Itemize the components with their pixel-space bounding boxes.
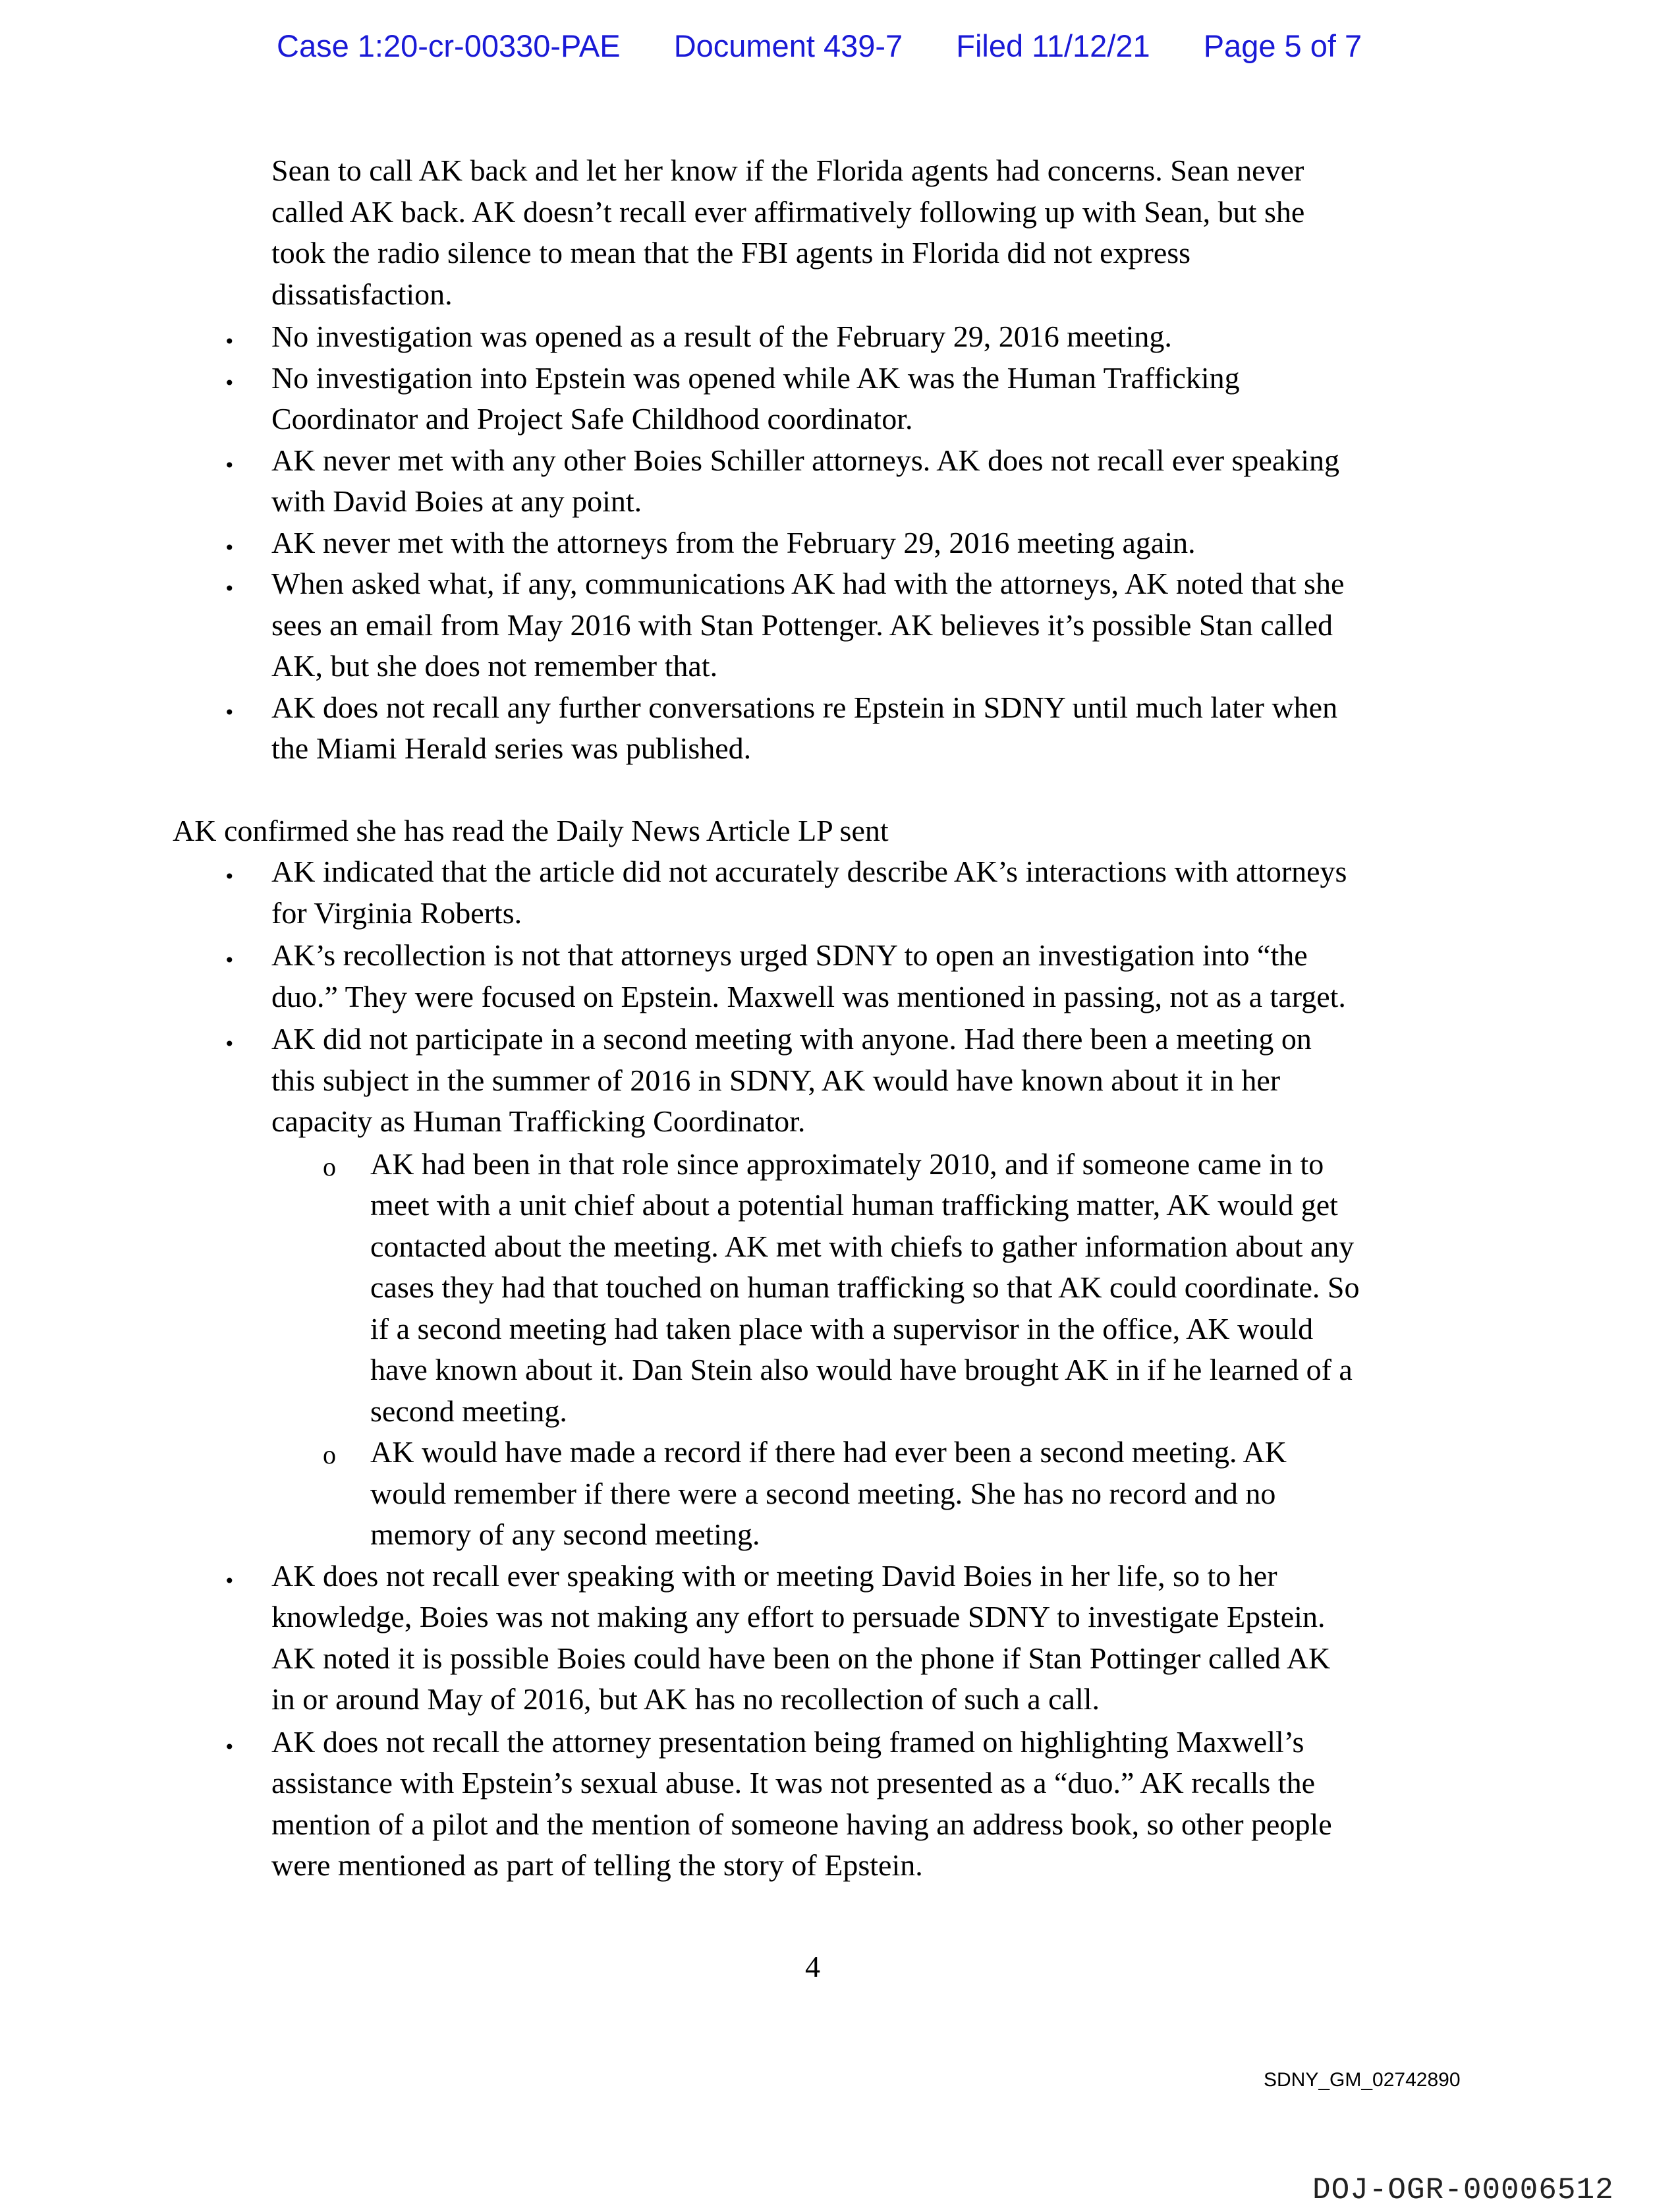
bullet-item-line: were mentioned as part of telling the story of Epstein.	[271, 1848, 923, 1882]
bullet-item-line: Coordinator and Project Safe Childhood coordinator.	[271, 402, 913, 436]
bullet-icon: •	[224, 331, 235, 353]
bullet-icon: •	[224, 1570, 235, 1592]
bullet-item-line: AK indicated that the article did not accurately describe AK’s interactions with attorneys	[271, 855, 1347, 888]
case-number: Case 1:20-cr-00330-PAE	[277, 28, 621, 63]
bullet-item-line: AK does not recall the attorney presentation being framed on highlighting Maxwell’s	[271, 1724, 1304, 1759]
sub-bullet-item-line: would remember if there were a second meeting. She has no record and no	[370, 1476, 1276, 1510]
bullet-item-line: AK did not participate in a second meeting with anyone. Had there been a meeting on	[271, 1022, 1312, 1056]
continuation-line: Sean to call AK back and let her know if the Florida agents had concerns. Sean never	[271, 154, 1304, 187]
sub-bullet-item-line: meet with a unit chief about a potential human trafficking matter, AK would get	[370, 1188, 1338, 1222]
bullet-icon: •	[224, 866, 235, 888]
bates-stamp-sdny: SDNY_GM_02742890	[1264, 2069, 1461, 2091]
bates-stamp-doj: DOJ-OGR-00006512	[1312, 2173, 1614, 2207]
bullet-item-line: AK, but she does not remember that.	[271, 649, 718, 683]
bullet-item-line: this subject in the summer of 2016 in SDNY, AK would have known about it in her	[271, 1063, 1281, 1097]
page-indicator: Page 5 of 7	[1203, 28, 1362, 63]
bullet-item-line: AK’s recollection is not that attorneys urged SDNY to open an investigation into “the	[271, 938, 1308, 972]
bullet-item-line: When asked what, if any, communications AK had with the attorneys, AK noted that she	[271, 567, 1345, 600]
sub-bullet-item-line: memory of any second meeting.	[370, 1517, 760, 1551]
sub-bullet-item-line: have known about it. Dan Stein also would have brought AK in if he learned of a	[370, 1353, 1353, 1386]
bullet-item-line: AK does not recall ever speaking with or meeting David Boies in her life, so to her	[271, 1558, 1277, 1593]
bullet-icon: •	[224, 578, 235, 600]
sub-bullet-item-line: if a second meeting had taken place with a supervisor in the office, AK would	[370, 1311, 1314, 1346]
document-number: Document 439-7	[673, 28, 903, 63]
bullet-item-line: in or around May of 2016, but AK has no recollection of such a call.	[271, 1682, 1100, 1716]
bullet-item-line: No investigation into Epstein was opened while AK was the Human Trafficking	[271, 360, 1240, 395]
bullet-icon: •	[224, 454, 235, 476]
bullet-item-line: AK does not recall any further conversations re Epstein in SDNY until much later when	[271, 690, 1338, 724]
bullet-item-line: sees an email from May 2016 with Stan Pottenger. AK believes it’s possible Stan called	[271, 608, 1333, 642]
case-header	[277, 28, 1362, 64]
bullet-item-line: knowledge, Boies was not making any effort to persuade SDNY to investigate Epstein.	[271, 1600, 1326, 1633]
bullet-item-line: assistance with Epstein’s sexual abuse. It was not presented as a “duo.” AK recalls the	[271, 1766, 1315, 1800]
bullet-icon: •	[224, 701, 235, 723]
bullet-item-line: with David Boies at any point.	[271, 484, 642, 518]
sub-bullet-icon: o	[323, 1151, 336, 1181]
sub-bullet-item-line: AK had been in that role since approximately 2010, and if someone came in to	[370, 1147, 1324, 1181]
continuation-line: took the radio silence to mean that the FBI agents in Florida did not express	[271, 236, 1191, 269]
sub-bullet-item-line: contacted about the meeting. AK met with chiefs to gather information about any	[370, 1229, 1355, 1263]
bullet-icon: •	[224, 1736, 235, 1758]
sub-bullet-item-line: second meeting.	[370, 1394, 567, 1428]
bullet-item-line: duo.” They were focused on Epstein. Maxwell was mentioned in passing, not as a target.	[271, 979, 1346, 1013]
sub-bullet-item-line: cases they had that touched on human trafficking so that AK could coordinate. So	[370, 1270, 1360, 1304]
bullet-item-line: capacity as Human Trafficking Coordinator.	[271, 1104, 806, 1138]
bullet-icon: •	[224, 950, 235, 971]
bullet-item-line: mention of a pilot and the mention of someone having an address book, so other people	[271, 1807, 1332, 1841]
bullet-icon: •	[224, 536, 235, 559]
bullet-icon: •	[224, 372, 235, 394]
filed-date: Filed 11/12/21	[956, 28, 1150, 63]
continuation-line: called AK back. AK doesn’t recall ever affirmatively following up with Sean, but she	[271, 194, 1305, 229]
continuation-line: dissatisfaction.	[271, 277, 453, 311]
bullet-item-line: AK never met with the attorneys from the February 29, 2016 meeting again.	[271, 525, 1196, 559]
bullet-icon: •	[224, 1033, 235, 1055]
bullet-item-line: No investigation was opened as a result of the February 29, 2016 meeting.	[271, 320, 1172, 353]
bullet-item-line: for Virginia Roberts.	[271, 895, 522, 930]
bullet-item-line: AK noted it is possible Boies could have been on the phone if Stan Pottinger called AK	[271, 1641, 1331, 1675]
sub-bullet-icon: o	[323, 1440, 336, 1469]
sub-bullet-item-line: AK would have made a record if there had ever been a second meeting. AK	[370, 1435, 1287, 1469]
page-number: 4	[805, 1950, 820, 1983]
section-intro: AK confirmed she has read the Daily News Article LP sent	[173, 813, 889, 847]
bullet-item-line: the Miami Herald series was published.	[271, 731, 752, 765]
bullet-item-line: AK never met with any other Boies Schiller attorneys. AK does not recall ever speaking	[271, 443, 1340, 477]
